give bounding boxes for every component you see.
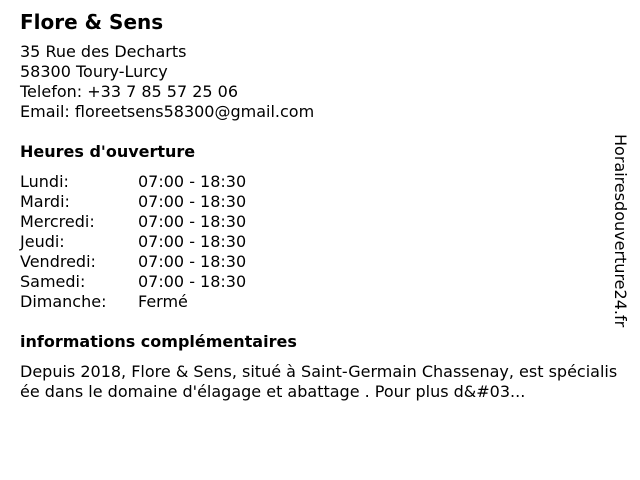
- hours-row-tuesday: [20, 192, 620, 212]
- info-heading: informations complémentaires: [20, 332, 297, 351]
- time-value: 07:00 - 18:30: [138, 252, 247, 271]
- hours-row-thursday: [20, 232, 620, 252]
- day-label: Vendredi:: [20, 252, 96, 271]
- day-label: Dimanche:: [20, 292, 107, 311]
- time-value: 07:00 - 18:30: [138, 272, 247, 291]
- day-label: Jeudi:: [20, 232, 65, 251]
- day-label: Samedi:: [20, 272, 86, 291]
- hours-heading: Heures d'ouverture: [20, 142, 196, 161]
- info-text: Depuis 2018, Flore & Sens, situé à Saint-Germain Chassenay, est spécialisée dans le domaine d'élagage et abattage . Pour plus d&#03...: [20, 362, 618, 401]
- address-line-2: 58300 Toury-Lurcy: [20, 62, 168, 81]
- business-card: [20, 10, 620, 402]
- day-label: Mardi:: [20, 192, 70, 211]
- watermark-text: Horairesdouverture24.fr: [611, 134, 630, 328]
- hours-row-monday: [20, 172, 620, 192]
- address-line-1: 35 Rue des Decharts: [20, 42, 187, 61]
- hours-row-friday: [20, 252, 620, 272]
- time-value: Fermé: [138, 292, 188, 311]
- time-value: 07:00 - 18:30: [138, 212, 247, 231]
- time-value: 07:00 - 18:30: [138, 172, 247, 191]
- phone-line: Telefon: +33 7 85 57 25 06: [20, 82, 239, 101]
- email-line: Email: floreetsens58300@gmail.com: [20, 102, 315, 121]
- time-value: 07:00 - 18:30: [138, 192, 247, 211]
- hours-table: [20, 172, 620, 312]
- hours-row-saturday: [20, 272, 620, 292]
- time-value: 07:00 - 18:30: [138, 232, 247, 251]
- day-label: Lundi:: [20, 172, 69, 191]
- hours-row-wednesday: [20, 212, 620, 232]
- day-label: Mercredi:: [20, 212, 95, 231]
- hours-row-sunday: [20, 292, 620, 312]
- business-name: Flore & Sens: [20, 10, 164, 34]
